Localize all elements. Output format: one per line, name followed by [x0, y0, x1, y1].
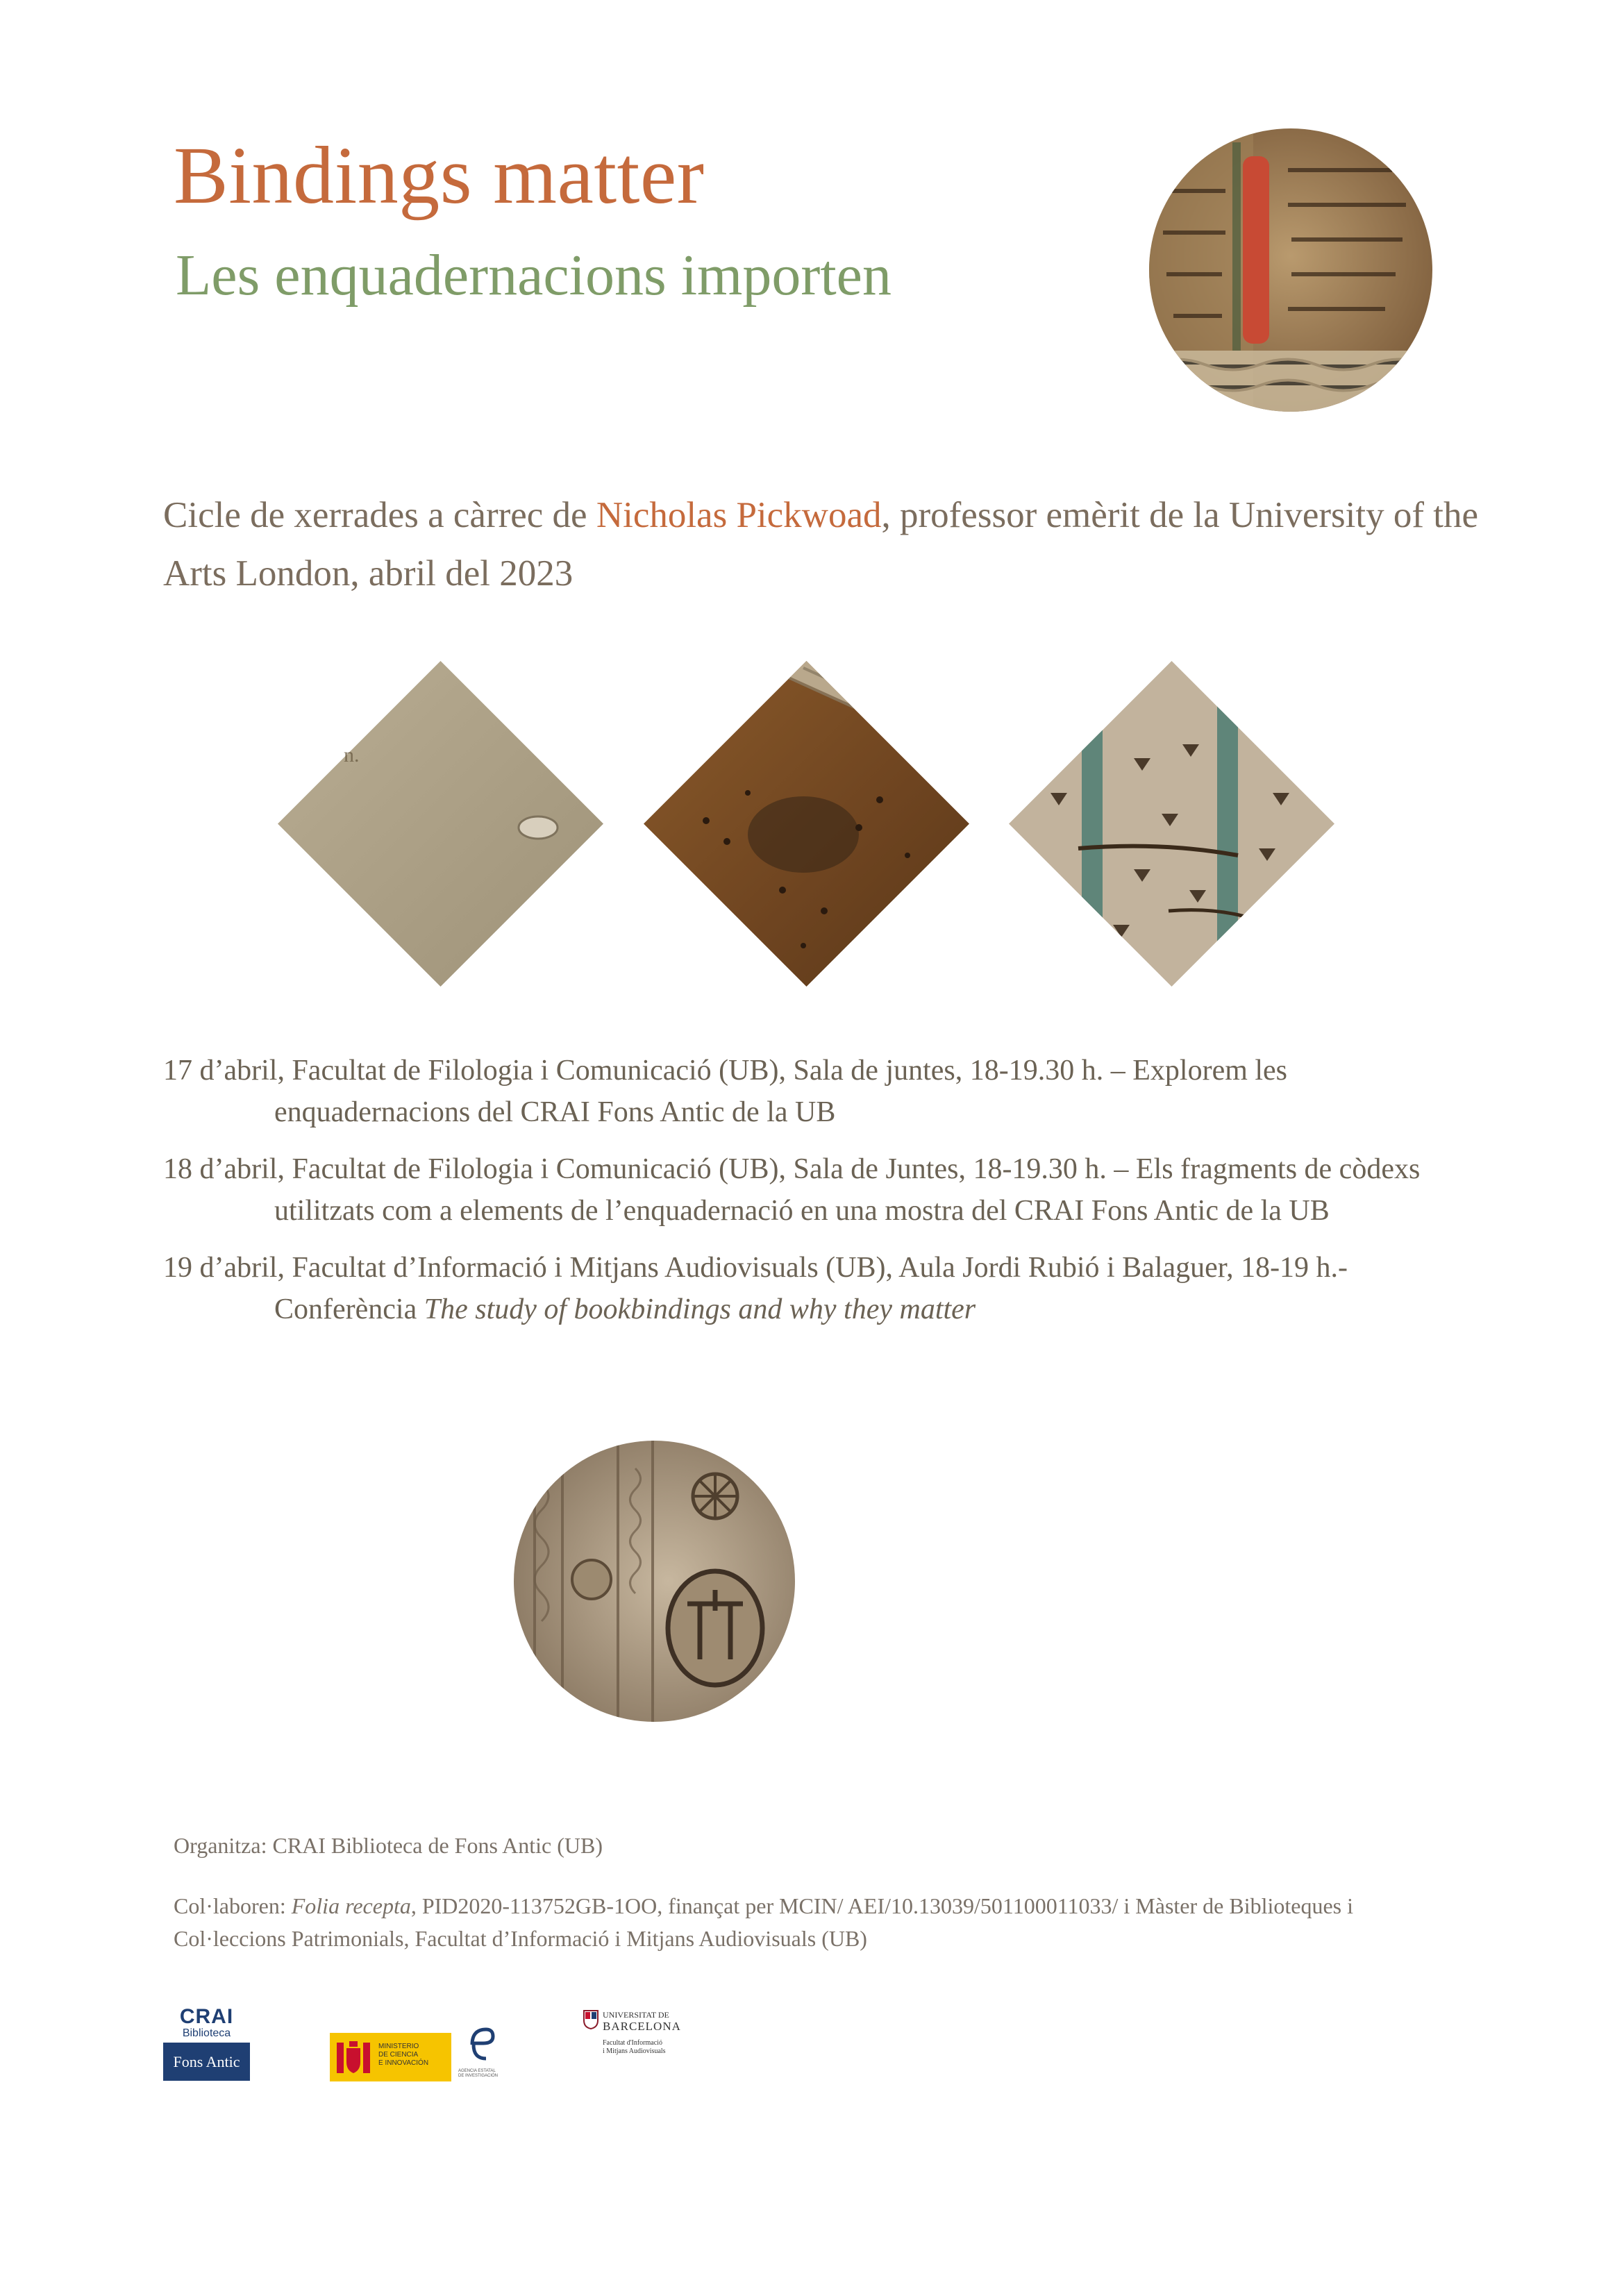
ub-name-line-2: BARCELONA: [603, 2020, 681, 2033]
crai-logo-top: CRAI: [179, 2005, 234, 2028]
page-subtitle: Les enquadernacions importen: [176, 243, 891, 308]
event-item: [163, 1148, 1468, 1232]
credits: [174, 1829, 1423, 1983]
intro-before: Cicle de xerrades a càrrec de: [163, 495, 596, 535]
lecture-title: The study of bookbindings and why they matter: [424, 1293, 976, 1325]
ministerio-logo: [330, 2033, 451, 2081]
manuscript-fragment-image: [1149, 128, 1432, 412]
crai-logo-bottom: Fons Antic: [163, 2043, 250, 2081]
ministerio-line-1: MINISTERIO: [378, 2043, 419, 2050]
event-text: 18 d’abril, Facultat de Filologia i Comunicació (UB), Sala de Juntes, 18-19.30 h. – Els fragments de còdexs utilitzats com a elements de l’enquadernació en una mostra del CRAI Fons Antic de la UB: [163, 1153, 1421, 1227]
collaborators-prefix: Col·laboren:: [174, 1893, 292, 1918]
intro-text: [163, 486, 1482, 603]
ub-name-line-1: UNIVERSITAT DE: [603, 2010, 669, 2020]
events-list: [163, 1050, 1468, 1346]
crai-logo-mid: Biblioteca: [182, 2027, 231, 2039]
collaborators-text: [174, 1890, 1423, 1955]
aei-emblem-icon: [458, 2024, 500, 2065]
ub-faculty-line-2: i Mitjans Audiovisuals: [603, 2047, 666, 2055]
aei-logo: [458, 2024, 500, 2083]
crai-fons-antic-logo: [163, 2006, 250, 2084]
event-text: 19 d’abril, Facultat d’Informació i Mitjans Audiovisuals (UB), Aula Jordi Rubió i Balaguer, 18-19 h.- Conferència: [163, 1252, 1348, 1325]
spain-coat-of-arms-icon: [334, 2038, 373, 2077]
universitat-barcelona-logo: [583, 2010, 715, 2086]
worn-leather-cover-image: [644, 661, 969, 987]
event-item: [163, 1247, 1468, 1330]
ub-faculty-line-1: Facultat d'Informació: [603, 2039, 662, 2047]
decorated-paper-cover-image: [1009, 661, 1334, 987]
page-title: Bindings matter: [174, 130, 705, 221]
tooled-leather-image: [514, 1441, 795, 1722]
ub-shield-icon: [583, 2010, 598, 2029]
aei-label: AGENCIA ESTATAL DE INVESTIGACIÓN: [458, 2069, 499, 2078]
ministerio-line-3: E INNOVACIÓN: [378, 2059, 429, 2067]
vellum-cover-image: [278, 661, 603, 987]
collaborators-rest: , PID2020-113752GB-1OO, finançat per MCIN/ AEI/10.13039/501100011033/ i Màster de Biblioteques i Col·leccions Patrimonials, Facultat d’Informació i Mitjans Audiovisuals (UB): [174, 1893, 1353, 1951]
event-text: 17 d’abril, Facultat de Filologia i Comunicació (UB), Sala de juntes, 18-19.30 h. – Explorem les enquadernacions del CRAI Fons Antic de la UB: [163, 1055, 1288, 1128]
organizer-text: Organitza: CRAI Biblioteca de Fons Antic (UB): [174, 1833, 603, 1858]
event-item: [163, 1050, 1468, 1133]
svg-text:n.: n.: [344, 744, 360, 766]
intro-after: , professor emèrit de la University of the Arts London, abril del 2023: [163, 495, 1479, 594]
project-name: Folia recepta: [291, 1893, 411, 1918]
speaker-name: Nicholas Pickwoad: [596, 495, 882, 535]
ministerio-line-2: DE CIENCIA: [378, 2051, 419, 2059]
